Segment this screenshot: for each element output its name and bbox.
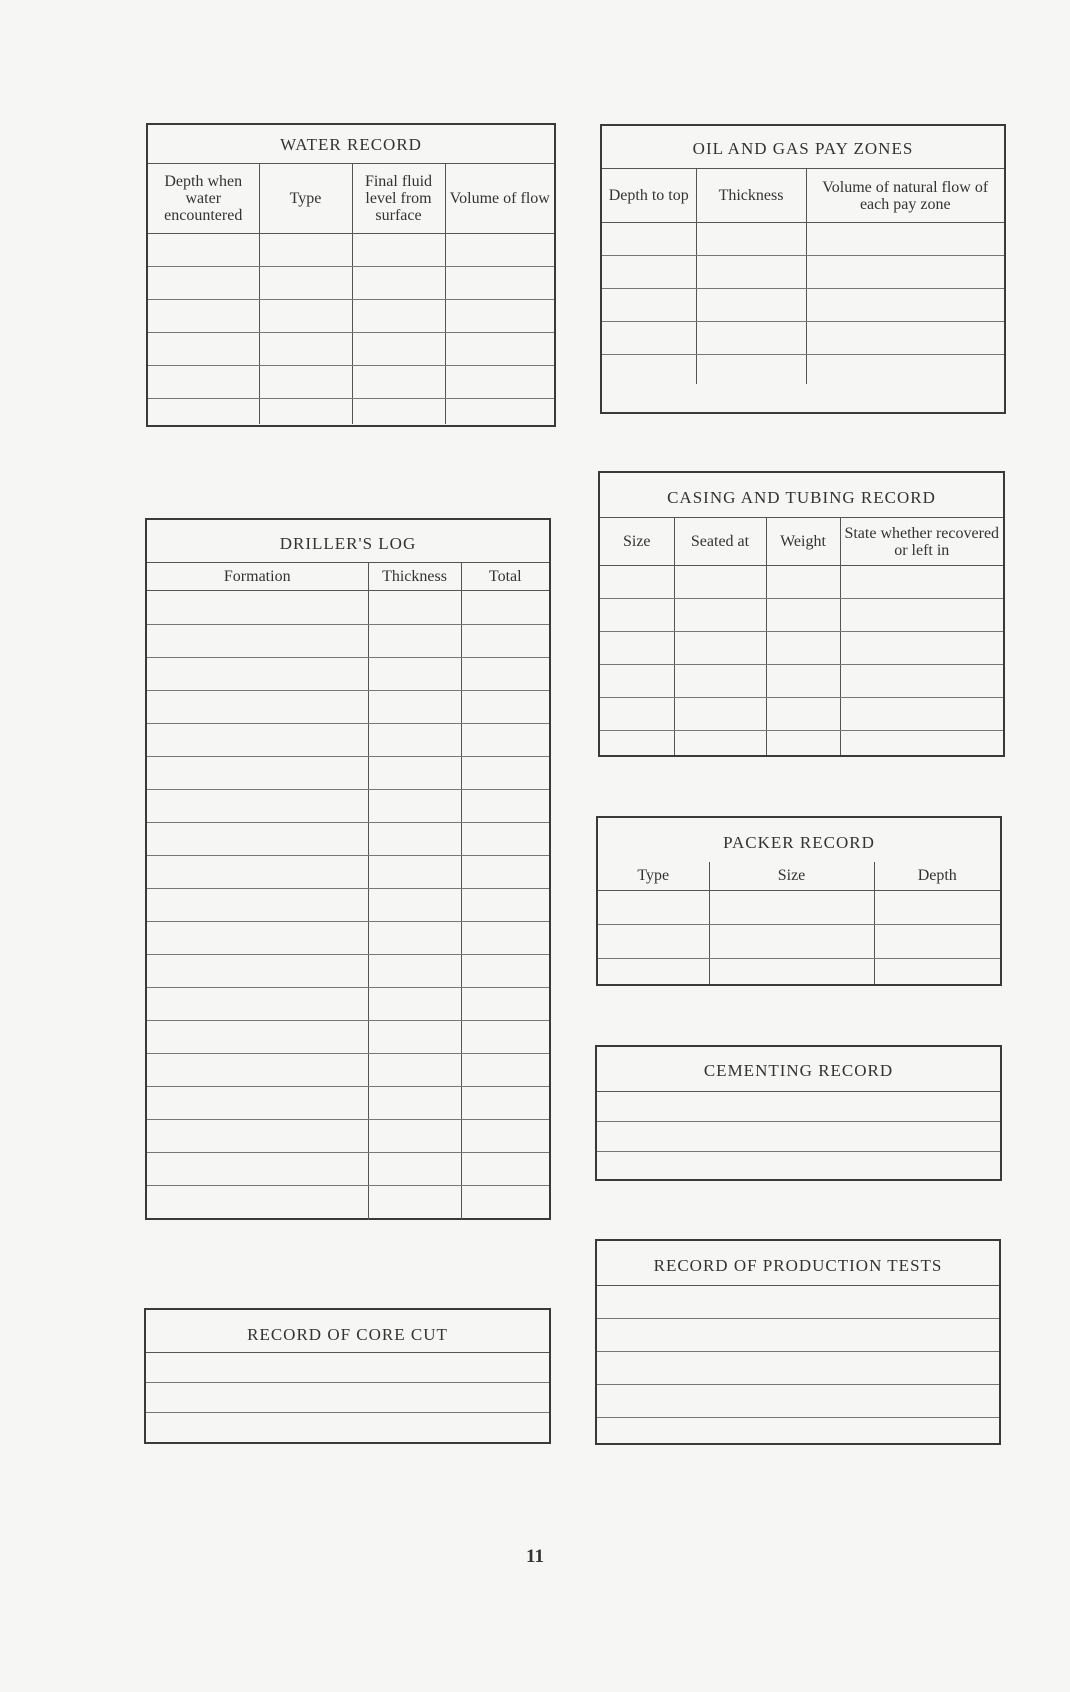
table-row xyxy=(598,958,1000,984)
table-cell[interactable] xyxy=(368,658,461,691)
table-row xyxy=(147,955,549,988)
table-row xyxy=(147,922,549,955)
table-cell[interactable] xyxy=(147,823,368,856)
table-cell[interactable] xyxy=(766,698,840,731)
table-cell[interactable] xyxy=(445,399,554,424)
water-record-title: WATER RECORD xyxy=(280,135,422,154)
table-cell[interactable] xyxy=(147,658,368,691)
table-cell[interactable] xyxy=(709,924,874,958)
table-cell[interactable] xyxy=(696,289,806,322)
table-cell[interactable] xyxy=(461,790,549,823)
table-row xyxy=(147,658,549,691)
table-cell[interactable] xyxy=(368,757,461,790)
table-cell[interactable] xyxy=(766,731,840,755)
table-cell[interactable] xyxy=(259,300,352,333)
table-cell[interactable] xyxy=(709,958,874,984)
table-cell[interactable] xyxy=(461,1021,549,1054)
table-cell[interactable] xyxy=(602,355,696,384)
table-cell[interactable] xyxy=(674,599,766,632)
table-cell[interactable] xyxy=(602,256,696,289)
table-cell[interactable] xyxy=(368,1120,461,1153)
table-cell[interactable] xyxy=(709,890,874,924)
table-cell[interactable] xyxy=(766,599,840,632)
table-row xyxy=(600,566,1003,599)
table-row xyxy=(148,234,554,267)
drillers-col-formation: Formation xyxy=(147,563,368,591)
table-cell[interactable] xyxy=(461,1186,549,1220)
table-cell[interactable] xyxy=(368,724,461,757)
drillers-col-thickness: Thickness xyxy=(368,563,461,591)
table-cell[interactable] xyxy=(602,322,696,355)
packer-record-section xyxy=(596,816,1002,986)
table-row xyxy=(600,698,1003,731)
table-cell[interactable] xyxy=(147,1153,368,1186)
table-cell[interactable] xyxy=(461,988,549,1021)
table-cell[interactable] xyxy=(352,267,445,300)
table-cell[interactable] xyxy=(445,366,554,399)
table-cell[interactable] xyxy=(147,691,368,724)
table-cell[interactable] xyxy=(600,566,674,599)
list-item[interactable] xyxy=(146,1353,549,1383)
list-item[interactable] xyxy=(146,1413,549,1441)
packer-record-title: PACKER RECORD xyxy=(723,833,875,852)
casing-col-seated-at: Seated at xyxy=(674,518,766,566)
water-record-section xyxy=(146,123,556,427)
table-cell[interactable] xyxy=(602,223,696,256)
table-cell[interactable] xyxy=(368,856,461,889)
table-row xyxy=(600,731,1003,755)
casing-col-weight: Weight xyxy=(766,518,840,566)
table-cell[interactable] xyxy=(352,366,445,399)
table-cell[interactable] xyxy=(352,234,445,267)
table-row xyxy=(148,300,554,333)
drillers-log-section xyxy=(145,518,551,1220)
table-cell[interactable] xyxy=(147,724,368,757)
table-cell[interactable] xyxy=(461,724,549,757)
table-cell[interactable] xyxy=(352,399,445,424)
table-cell[interactable] xyxy=(600,632,674,665)
table-row xyxy=(147,1120,549,1153)
table-cell[interactable] xyxy=(147,1120,368,1153)
table-cell[interactable] xyxy=(461,856,549,889)
table-row xyxy=(600,599,1003,632)
table-cell[interactable] xyxy=(368,790,461,823)
table-row xyxy=(148,333,554,366)
production-tests-rows xyxy=(597,1286,999,1444)
table-row xyxy=(147,988,549,1021)
packer-col-depth: Depth xyxy=(874,862,1000,890)
table-cell[interactable] xyxy=(147,1186,368,1220)
table-cell[interactable] xyxy=(766,566,840,599)
table-cell[interactable] xyxy=(147,988,368,1021)
casing-tubing-section xyxy=(598,471,1005,757)
table-cell[interactable] xyxy=(148,234,259,267)
table-row xyxy=(148,399,554,424)
table-cell[interactable] xyxy=(368,1186,461,1220)
table-row xyxy=(602,322,1004,355)
oil-gas-col-volume: Volume of natural flow of each pay zone xyxy=(806,169,1004,223)
table-cell[interactable] xyxy=(259,333,352,366)
table-cell[interactable] xyxy=(368,988,461,1021)
table-cell[interactable] xyxy=(147,856,368,889)
table-cell[interactable] xyxy=(874,890,1000,924)
table-cell[interactable] xyxy=(368,1153,461,1186)
table-cell[interactable] xyxy=(806,256,1004,289)
table-cell[interactable] xyxy=(461,658,549,691)
casing-col-size: Size xyxy=(600,518,674,566)
table-row xyxy=(600,632,1003,665)
table-cell[interactable] xyxy=(461,1120,549,1153)
oil-gas-col-depth: Depth to top xyxy=(602,169,696,223)
table-cell[interactable] xyxy=(806,289,1004,322)
table-cell[interactable] xyxy=(602,289,696,322)
table-row xyxy=(602,256,1004,289)
table-cell[interactable] xyxy=(147,591,368,625)
table-cell[interactable] xyxy=(368,922,461,955)
table-cell[interactable] xyxy=(696,223,806,256)
water-col-fluid-level: Final fluid level from surface xyxy=(352,164,445,234)
table-cell[interactable] xyxy=(461,889,549,922)
table-row xyxy=(147,1087,549,1120)
list-item[interactable] xyxy=(146,1383,549,1413)
table-cell[interactable] xyxy=(696,322,806,355)
water-record-table xyxy=(148,163,554,424)
table-cell[interactable] xyxy=(352,300,445,333)
list-item[interactable] xyxy=(597,1152,1000,1178)
table-cell[interactable] xyxy=(600,599,674,632)
table-cell[interactable] xyxy=(368,1021,461,1054)
table-cell[interactable] xyxy=(461,757,549,790)
table-cell[interactable] xyxy=(840,599,1003,632)
list-item[interactable] xyxy=(597,1122,1000,1152)
table-row xyxy=(147,757,549,790)
drillers-log-title: DRILLER'S LOG xyxy=(279,534,417,553)
table-cell[interactable] xyxy=(147,1054,368,1087)
table-cell[interactable] xyxy=(445,300,554,333)
table-cell[interactable] xyxy=(806,223,1004,256)
oil-gas-table xyxy=(602,168,1004,384)
table-cell[interactable] xyxy=(259,234,352,267)
packer-record-table xyxy=(598,862,1000,984)
table-cell[interactable] xyxy=(840,566,1003,599)
table-cell[interactable] xyxy=(148,300,259,333)
table-cell[interactable] xyxy=(840,698,1003,731)
casing-col-state: State whether recovered or left in xyxy=(840,518,1003,566)
oil-gas-col-thickness: Thickness xyxy=(696,169,806,223)
table-cell[interactable] xyxy=(840,632,1003,665)
table-cell[interactable] xyxy=(766,632,840,665)
table-cell[interactable] xyxy=(445,333,554,366)
cementing-record-title: CEMENTING RECORD xyxy=(597,1047,1000,1092)
drillers-log-table xyxy=(147,562,549,1220)
table-cell[interactable] xyxy=(600,665,674,698)
list-item[interactable] xyxy=(597,1385,999,1418)
table-cell[interactable] xyxy=(148,366,259,399)
table-row xyxy=(147,790,549,823)
table-row xyxy=(602,289,1004,322)
table-row xyxy=(147,1153,549,1186)
table-cell[interactable] xyxy=(147,922,368,955)
table-cell[interactable] xyxy=(840,665,1003,698)
casing-tubing-title: CASING AND TUBING RECORD xyxy=(667,488,936,507)
table-cell[interactable] xyxy=(461,591,549,625)
table-cell[interactable] xyxy=(147,757,368,790)
oil-gas-pay-zones-section xyxy=(600,124,1006,414)
table-row xyxy=(147,856,549,889)
water-col-volume: Volume of flow xyxy=(445,164,554,234)
table-row xyxy=(602,355,1004,384)
table-row xyxy=(147,724,549,757)
table-row xyxy=(147,889,549,922)
table-cell[interactable] xyxy=(368,955,461,988)
table-row xyxy=(148,366,554,399)
table-cell[interactable] xyxy=(840,731,1003,755)
table-cell[interactable] xyxy=(461,823,549,856)
table-cell[interactable] xyxy=(461,1087,549,1120)
table-cell[interactable] xyxy=(598,958,709,984)
table-row xyxy=(147,591,549,625)
table-cell[interactable] xyxy=(147,1087,368,1120)
table-cell[interactable] xyxy=(598,890,709,924)
cementing-record-rows xyxy=(597,1092,1000,1178)
table-cell[interactable] xyxy=(368,823,461,856)
table-cell[interactable] xyxy=(147,955,368,988)
table-cell[interactable] xyxy=(674,566,766,599)
core-cut-title: RECORD OF CORE CUT xyxy=(146,1310,549,1353)
table-cell[interactable] xyxy=(148,267,259,300)
casing-tubing-table xyxy=(600,517,1003,755)
core-cut-rows xyxy=(146,1353,549,1441)
table-row xyxy=(598,890,1000,924)
table-cell[interactable] xyxy=(461,1153,549,1186)
table-cell[interactable] xyxy=(148,333,259,366)
production-tests-section xyxy=(595,1239,1001,1445)
list-item[interactable] xyxy=(597,1286,999,1319)
table-row xyxy=(598,924,1000,958)
table-row xyxy=(147,1054,549,1087)
table-cell[interactable] xyxy=(259,399,352,424)
table-cell[interactable] xyxy=(148,399,259,424)
table-cell[interactable] xyxy=(445,234,554,267)
table-cell[interactable] xyxy=(874,924,1000,958)
table-cell[interactable] xyxy=(806,322,1004,355)
table-cell[interactable] xyxy=(461,922,549,955)
table-cell[interactable] xyxy=(368,625,461,658)
table-cell[interactable] xyxy=(674,665,766,698)
table-cell[interactable] xyxy=(259,267,352,300)
table-cell[interactable] xyxy=(147,1021,368,1054)
table-cell[interactable] xyxy=(368,889,461,922)
table-cell[interactable] xyxy=(461,1054,549,1087)
table-row xyxy=(147,823,549,856)
table-cell[interactable] xyxy=(674,698,766,731)
core-cut-section xyxy=(144,1308,551,1444)
packer-col-type: Type xyxy=(598,862,709,890)
table-cell[interactable] xyxy=(598,924,709,958)
drillers-col-total: Total xyxy=(461,563,549,591)
table-cell[interactable] xyxy=(147,625,368,658)
table-cell[interactable] xyxy=(445,267,554,300)
table-cell[interactable] xyxy=(600,698,674,731)
table-cell[interactable] xyxy=(259,366,352,399)
table-cell[interactable] xyxy=(368,1054,461,1087)
table-row xyxy=(600,665,1003,698)
table-cell[interactable] xyxy=(674,731,766,755)
water-col-depth: Depth when water encountered xyxy=(148,164,259,234)
page-number: 11 xyxy=(526,1546,544,1567)
list-item[interactable] xyxy=(597,1319,999,1352)
table-cell[interactable] xyxy=(674,632,766,665)
table-cell[interactable] xyxy=(368,691,461,724)
table-cell[interactable] xyxy=(461,691,549,724)
table-cell[interactable] xyxy=(461,955,549,988)
table-cell[interactable] xyxy=(368,591,461,625)
production-tests-title: RECORD OF PRODUCTION TESTS xyxy=(597,1241,999,1286)
oil-gas-title: OIL AND GAS PAY ZONES xyxy=(692,139,914,158)
table-cell[interactable] xyxy=(352,333,445,366)
table-cell[interactable] xyxy=(461,625,549,658)
table-cell[interactable] xyxy=(806,355,1004,384)
table-row xyxy=(148,267,554,300)
packer-col-size: Size xyxy=(709,862,874,890)
cementing-record-section xyxy=(595,1045,1002,1181)
water-col-type: Type xyxy=(259,164,352,234)
table-row xyxy=(147,691,549,724)
table-cell[interactable] xyxy=(368,1087,461,1120)
table-cell[interactable] xyxy=(766,665,840,698)
list-item[interactable] xyxy=(597,1092,1000,1122)
table-cell[interactable] xyxy=(600,731,674,755)
table-cell[interactable] xyxy=(147,790,368,823)
list-item[interactable] xyxy=(597,1418,999,1444)
list-item[interactable] xyxy=(597,1352,999,1385)
table-row xyxy=(147,625,549,658)
table-row xyxy=(147,1021,549,1054)
table-cell[interactable] xyxy=(696,256,806,289)
table-cell[interactable] xyxy=(874,958,1000,984)
table-row xyxy=(602,223,1004,256)
table-row xyxy=(147,1186,549,1220)
table-cell[interactable] xyxy=(147,889,368,922)
table-cell[interactable] xyxy=(696,355,806,384)
